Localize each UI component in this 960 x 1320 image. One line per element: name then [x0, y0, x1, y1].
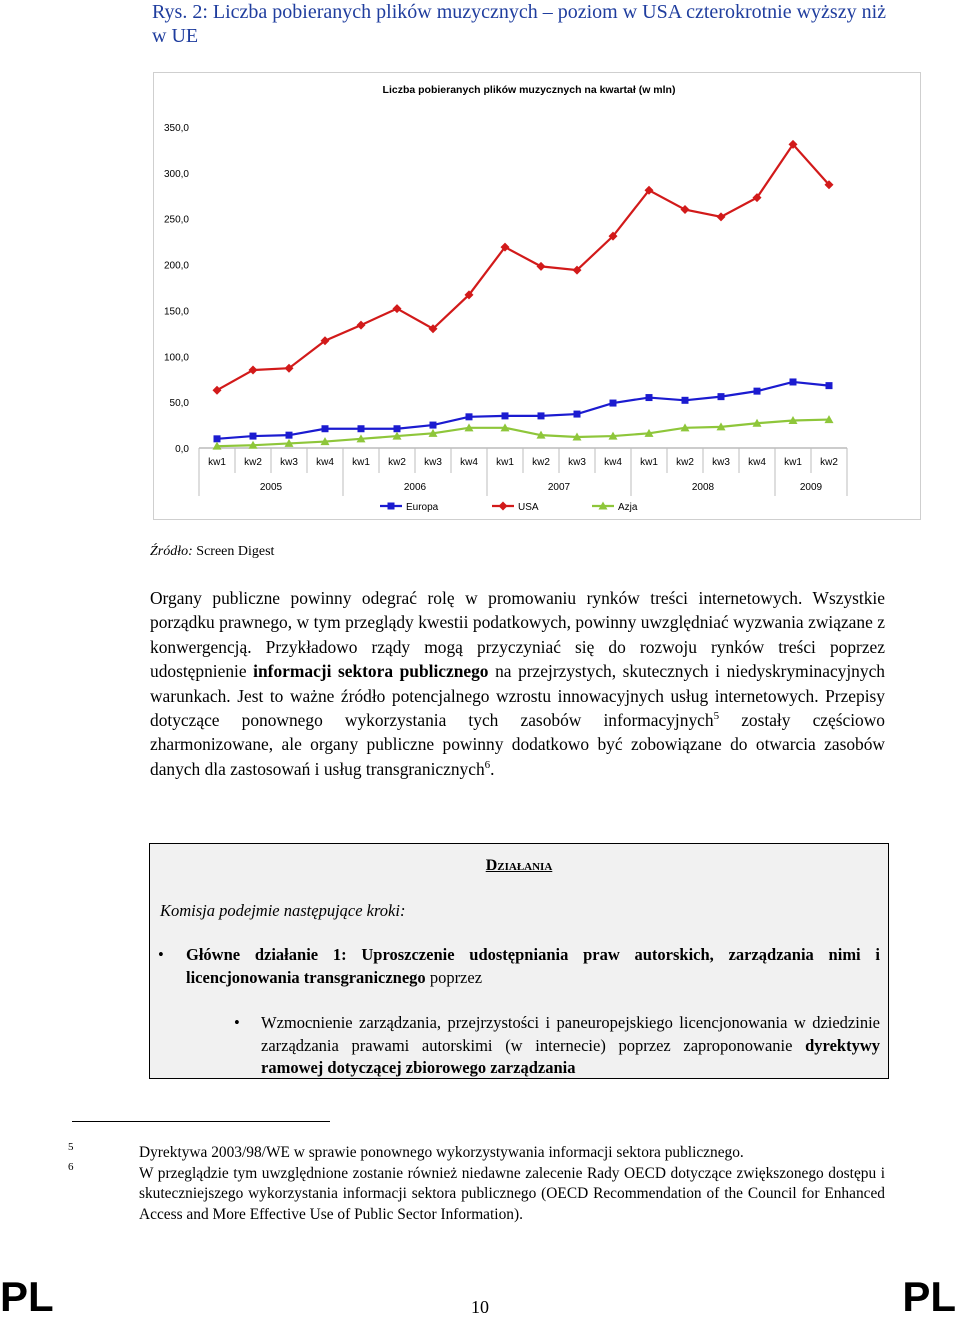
y-tick-label: 300,0 — [163, 168, 189, 180]
series-line-europa — [217, 382, 829, 439]
data-point-europa — [250, 433, 257, 440]
data-point-usa — [393, 304, 402, 313]
data-point-europa — [358, 425, 365, 432]
data-point-europa — [430, 422, 437, 429]
figure-title: Rys. 2: Liczba pobieranych plików muzycznych – poziom w USA czterokrotnie wyższy niż w UE — [152, 1, 887, 47]
year-label: 2006 — [403, 482, 427, 493]
footer-lang-left: PL — [0, 1273, 54, 1320]
footnote-text-5: Dyrektywa 2003/98/WE w sprawie ponownego wykorzystywania informacji sektora publicznego. — [139, 1144, 744, 1161]
paragraph-text-1: Organy publiczne powinny odegrać rolę w promowaniu rynków treści internetowych. Wszystkie porządku prawnego, w tym przeglądy kwestii podatkowych, powinny uwzględniać wyzwania związane z konwergencją. Przykładowo rządy mogą przyczyniać się do rozwoju rynków treści poprzez udostępnienie — [150, 588, 885, 682]
footnote-number-6: 6 — [68, 1161, 74, 1173]
data-point-europa — [574, 411, 581, 418]
footnote-divider — [72, 1121, 330, 1122]
data-point-europa — [538, 412, 545, 419]
body-paragraph — [150, 586, 885, 781]
year-label: 2009 — [799, 482, 823, 493]
paragraph-text-2: na przejrzystych, skutecznych i niedyskryminacyjnych warunkach. Jest to ważne źródło potencjalnego wzrostu innowacyjnych usług internetowych. Przepisy dotyczące ponownego wykorzystania tych zasobów informacyjnych — [150, 661, 885, 731]
series-line-azja — [217, 420, 829, 447]
legend-label-usa: USA — [518, 502, 539, 513]
data-point-europa — [826, 382, 833, 389]
data-point-usa — [357, 321, 366, 330]
data-point-europa — [322, 425, 329, 432]
y-tick-label: 200,0 — [163, 260, 189, 272]
y-tick-label: 250,0 — [163, 214, 189, 226]
data-point-europa — [502, 412, 509, 419]
x-tick-label: kw2 — [388, 457, 406, 468]
sub-action-bold: dyrektywy ramowej dotyczącej zbiorowego zarządzania — [261, 1035, 880, 1077]
year-label: 2005 — [259, 482, 283, 493]
x-tick-label: kw3 — [280, 457, 298, 468]
action-box — [149, 843, 889, 1079]
main-action-rest: poprzez — [425, 968, 483, 987]
data-point-europa — [646, 394, 653, 401]
footnote-ref-5[interactable]: 5 — [713, 710, 720, 723]
x-tick-label: kw2 — [676, 457, 694, 468]
x-tick-label: kw2 — [532, 457, 550, 468]
source-label: Źródło: — [150, 544, 193, 559]
data-point-europa — [610, 400, 617, 407]
x-tick-label: kw4 — [604, 457, 622, 468]
sub-action-item — [234, 1012, 880, 1080]
footnote-text-6: W przeglądzie tym uwzględnione zostanie również niedawne zalecenie Rady OECD dotyczące zwiększonego dostępu i skuteczniejszego wykorzystania informacji sektora publicznego (OECD Recommendation of the Council for Enhanced Access and More Effective Use of Public Sector Information). — [139, 1165, 885, 1223]
year-label: 2008 — [691, 482, 715, 493]
series-line-usa — [217, 144, 829, 390]
legend-marker-usa — [499, 502, 508, 511]
x-tick-label: kw1 — [208, 457, 226, 468]
y-tick-label: 50,0 — [169, 398, 189, 410]
chart-title: Liczba pobieranych plików muzycznych na kwartał (w mln) — [382, 84, 676, 96]
x-tick-label: kw1 — [496, 457, 514, 468]
x-tick-label: kw4 — [316, 457, 334, 468]
data-point-europa — [790, 378, 797, 385]
x-tick-label: kw2 — [244, 457, 262, 468]
footer-lang-right: PL — [902, 1273, 956, 1320]
y-tick-label: 350,0 — [163, 123, 189, 134]
data-point-europa — [754, 388, 761, 395]
data-point-europa — [286, 432, 293, 439]
data-point-usa — [213, 386, 222, 395]
bullet-icon: • — [158, 945, 164, 964]
page-number: 10 — [471, 1297, 489, 1317]
year-label: 2007 — [547, 482, 571, 493]
data-point-usa — [717, 212, 726, 221]
main-action-title: Główne działanie 1: Uproszczenie udostępniania praw autorskich, zarządzania nimi i licencjonowania transgranicznego — [186, 945, 880, 987]
x-tick-label: kw1 — [784, 457, 802, 468]
line-chart — [154, 73, 920, 519]
footnote-number-5: 5 — [68, 1141, 74, 1153]
x-tick-label: kw4 — [748, 457, 766, 468]
action-intro: Komisja podejmie następujące kroki: — [160, 901, 406, 920]
data-point-europa — [394, 425, 401, 432]
data-point-usa — [681, 205, 690, 214]
paragraph-text-4: . — [490, 758, 495, 779]
paragraph-bold-term: informacji sektora publicznego — [253, 661, 489, 682]
data-point-usa — [537, 262, 546, 271]
source-line — [150, 544, 274, 560]
y-tick-label: 150,0 — [163, 306, 189, 318]
data-point-europa — [718, 393, 725, 400]
x-tick-label: kw3 — [424, 457, 442, 468]
action-heading: Działania — [485, 857, 553, 874]
x-tick-label: kw1 — [352, 457, 370, 468]
legend-label-europa: Europa — [406, 502, 439, 513]
x-tick-label: kw3 — [568, 457, 586, 468]
x-tick-label: kw4 — [460, 457, 478, 468]
x-tick-label: kw2 — [820, 457, 838, 468]
legend-label-azja: Azja — [618, 502, 638, 513]
sub-action-text: Wzmocnienie zarządzania, przejrzystości i paneuropejskiego licencjonowania w dziedzinie zarządzania prawami autorskimi (w internecie) poprzez zaproponowanie — [261, 1013, 880, 1055]
main-action-item — [158, 943, 880, 989]
data-point-europa — [682, 397, 689, 404]
bullet-icon: • — [234, 1013, 240, 1032]
data-point-europa — [466, 413, 473, 420]
chart-container — [153, 72, 921, 520]
legend-marker-europa — [388, 503, 395, 510]
data-point-usa — [249, 366, 258, 375]
footnote-ref-6[interactable]: 6 — [484, 759, 491, 772]
y-tick-label: 100,0 — [163, 352, 189, 364]
y-tick-label: 0,0 — [175, 444, 189, 455]
data-point-europa — [214, 435, 221, 442]
paragraph-text-3: zostały częściowo zharmonizowane, ale organy publiczne powinny dodatkowo być zobowiązane do otwarcia zasobów danych dla zastosowań i usług transgranicznych — [150, 710, 886, 779]
source-name: Screen Digest — [196, 544, 275, 559]
x-tick-label: kw1 — [640, 457, 658, 468]
x-tick-label: kw3 — [712, 457, 730, 468]
